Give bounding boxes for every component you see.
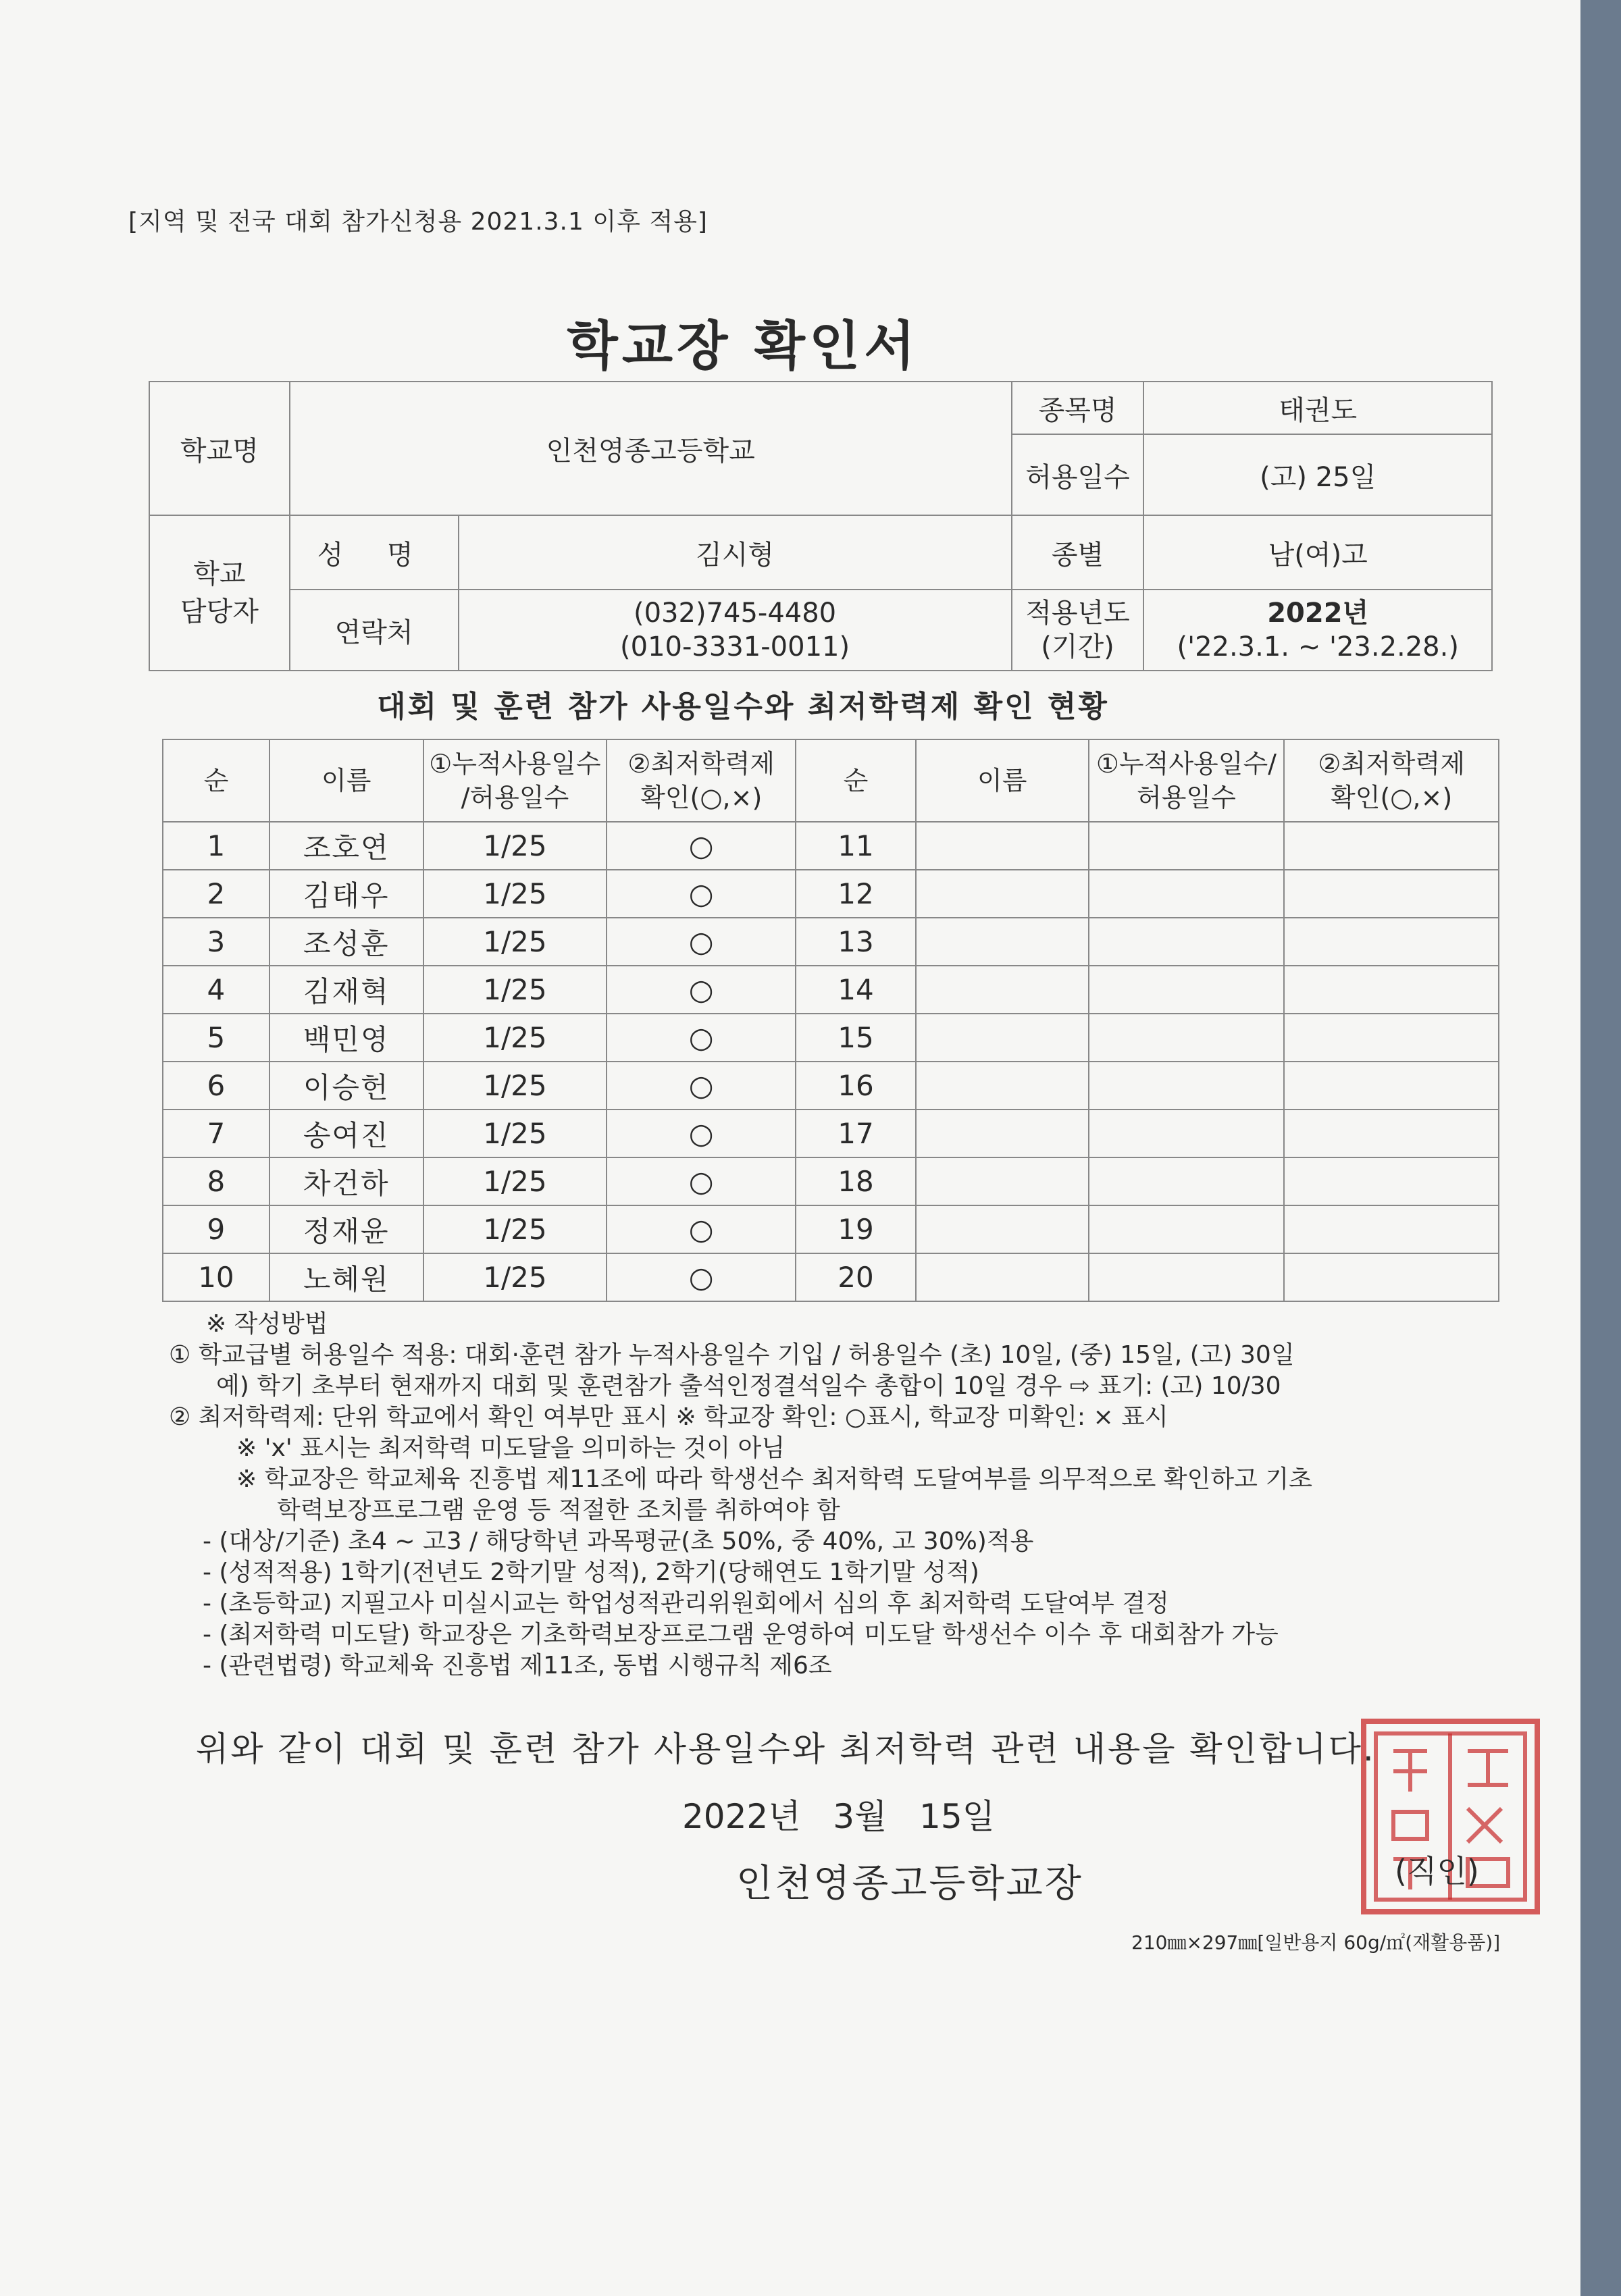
- cell-name: 송여진: [269, 1110, 423, 1157]
- cell-days-right: [1089, 918, 1285, 966]
- cell-days-right: [1089, 966, 1285, 1014]
- cell-no: 7: [163, 1110, 269, 1157]
- cell-no-right: 18: [796, 1157, 916, 1205]
- header-check-line1: ②최저학력제: [627, 749, 775, 779]
- cell-days-right: [1089, 870, 1285, 918]
- header-check-right: [1284, 739, 1499, 822]
- cell-check: ○: [607, 966, 796, 1014]
- days-value: (고) 25일: [1143, 434, 1492, 515]
- note-1-example: 예) 학기 초부터 현재까지 대회 및 훈련참가 출석인정결석일수 총합이 10일 경우 ⇨ 표기: (고) 10/30: [216, 1372, 1281, 1400]
- header-name-right: 이름: [916, 739, 1089, 822]
- header-days-line1: ①누적사용일수: [429, 749, 601, 779]
- header-no-right: 순: [796, 739, 916, 822]
- cell-days: 1/25: [423, 1110, 607, 1157]
- cell-no: 9: [163, 1205, 269, 1253]
- cell-days: 1/25: [423, 1014, 607, 1062]
- notes-heading: ※ 작성방법: [206, 1310, 328, 1338]
- cell-no-right: 13: [796, 918, 916, 966]
- year-label-2: (기간): [1041, 631, 1114, 662]
- year-value-2: ('22.3.1. ~ '23.2.28.): [1177, 631, 1459, 662]
- cell-name-right: [916, 966, 1089, 1014]
- table-row: [163, 1110, 1499, 1157]
- cell-check: ○: [607, 822, 796, 870]
- cell-check: ○: [607, 918, 796, 966]
- cell-no: 1: [163, 822, 269, 870]
- year-value: [1143, 590, 1492, 671]
- cell-days: 1/25: [423, 1253, 607, 1301]
- cell-no-right: 14: [796, 966, 916, 1014]
- table-row: [163, 822, 1499, 870]
- roster-table: [162, 739, 1499, 1302]
- days-label: 허용일수: [1012, 434, 1144, 515]
- cell-name: 김재혁: [269, 966, 423, 1014]
- issue-date: 2022년 3월 15일: [682, 1797, 995, 1836]
- year-value-1: 2022년: [1267, 598, 1369, 629]
- table-row: [163, 870, 1499, 918]
- cell-days: 1/25: [423, 966, 607, 1014]
- contact-phone-1: (032)745-4480: [633, 598, 837, 629]
- contact-phone-2: (010-3331-0011): [620, 631, 850, 662]
- header-name: 이름: [269, 739, 423, 822]
- gender-value: 남(여)고: [1143, 515, 1492, 590]
- cell-no-right: 15: [796, 1014, 916, 1062]
- cell-name-right: [916, 1205, 1089, 1253]
- header-days-right-line2: 허용일수: [1136, 783, 1236, 812]
- header-days-right: [1089, 739, 1285, 822]
- cell-name: 조호연: [269, 822, 423, 870]
- name-label: 성 명: [290, 515, 459, 590]
- cell-days: 1/25: [423, 870, 607, 918]
- table-row: [163, 1205, 1499, 1253]
- note-2: ② 최저학력제: 단위 학교에서 확인 여부만 표시 ※ 학교장 확인: ○표시, 학교장 미확인: × 표시: [169, 1403, 1168, 1431]
- name-value: 김시형: [459, 515, 1012, 590]
- cell-no-right: 11: [796, 822, 916, 870]
- cell-no: 5: [163, 1014, 269, 1062]
- cell-days-right: [1089, 1014, 1285, 1062]
- note-dash-5: - (관련법령) 학교체육 진흥법 제11조, 동법 시행규칙 제6조: [203, 1652, 832, 1679]
- cell-days: 1/25: [423, 918, 607, 966]
- cell-days-right: [1089, 1157, 1285, 1205]
- cell-check: ○: [607, 1110, 796, 1157]
- cell-check-right: [1284, 1110, 1499, 1157]
- cell-no-right: 17: [796, 1110, 916, 1157]
- closing-statement: 위와 같이 대회 및 훈련 참가 사용일수와 최저학력 관련 내용을 확인합니다.: [196, 1729, 1376, 1769]
- header-check-line2: 확인(○,×): [640, 783, 763, 812]
- header-no: 순: [163, 739, 269, 822]
- note-3: ※ 'x' 표시는 최저학력 미도달을 의미하는 것이 아님: [236, 1434, 786, 1462]
- cell-check-right: [1284, 870, 1499, 918]
- cell-check: ○: [607, 1253, 796, 1301]
- cell-days-right: [1089, 1110, 1285, 1157]
- cell-name-right: [916, 1110, 1089, 1157]
- cell-no: 2: [163, 870, 269, 918]
- cell-no-right: 12: [796, 870, 916, 918]
- cell-name-right: [916, 1014, 1089, 1062]
- note-dash-1: - (대상/기준) 초4 ~ 고3 / 해당학년 과목평균(초 50%, 중 40%, 고 30%)적용: [203, 1528, 1034, 1555]
- cell-name: 김태우: [269, 870, 423, 918]
- cell-check-right: [1284, 1062, 1499, 1110]
- contact-label: 연락처: [290, 590, 459, 671]
- section-title: 대회 및 훈련 참가 사용일수와 최저학력제 확인 현황: [377, 689, 1109, 724]
- cell-days-right: [1089, 822, 1285, 870]
- cell-no: 10: [163, 1253, 269, 1301]
- cell-name: 백민영: [269, 1014, 423, 1062]
- cell-days-right: [1089, 1253, 1285, 1301]
- table-row: [163, 1062, 1499, 1110]
- year-label-1: 적용년도: [1025, 598, 1130, 629]
- manager-label: [149, 515, 290, 671]
- manager-label-text: 학교 담당자: [180, 558, 259, 627]
- seal-note: (직인): [1395, 1853, 1479, 1889]
- cell-check: ○: [607, 1014, 796, 1062]
- cell-days: 1/25: [423, 1157, 607, 1205]
- cell-days: 1/25: [423, 822, 607, 870]
- cell-check-right: [1284, 1205, 1499, 1253]
- cell-no-right: 16: [796, 1062, 916, 1110]
- cell-check: ○: [607, 1062, 796, 1110]
- header-check: [607, 739, 796, 822]
- cell-check: ○: [607, 1205, 796, 1253]
- cell-no-right: 20: [796, 1253, 916, 1301]
- cell-name-right: [916, 918, 1089, 966]
- header-days: [423, 739, 607, 822]
- note-dash-2: - (성적적용) 1학기(전년도 2학기말 성적), 2학기(당해연도 1학기말 성적): [203, 1559, 979, 1586]
- cell-name: 정재윤: [269, 1205, 423, 1253]
- year-label: [1012, 590, 1144, 671]
- table-row: [163, 918, 1499, 966]
- cell-days: 1/25: [423, 1205, 607, 1253]
- cell-name: 차건하: [269, 1157, 423, 1205]
- header-check-right-line1: ②최저학력제: [1318, 749, 1465, 779]
- table-row: [163, 966, 1499, 1014]
- cell-name: 조성훈: [269, 918, 423, 966]
- cell-name-right: [916, 1253, 1089, 1301]
- cell-name: 이승헌: [269, 1062, 423, 1110]
- cell-check-right: [1284, 918, 1499, 966]
- principal-name: 인천영종고등학교장: [736, 1862, 1083, 1906]
- cell-no: 4: [163, 966, 269, 1014]
- table-row: [163, 1253, 1499, 1301]
- info-table: [149, 381, 1493, 671]
- cell-name-right: [916, 822, 1089, 870]
- cell-no: 3: [163, 918, 269, 966]
- school-value: 인천영종고등학교: [290, 382, 1012, 515]
- cell-check-right: [1284, 966, 1499, 1014]
- cell-check-right: [1284, 1157, 1499, 1205]
- cell-check-right: [1284, 1014, 1499, 1062]
- cell-days-right: [1089, 1205, 1285, 1253]
- event-label: 종목명: [1012, 382, 1144, 434]
- notes-section: [169, 1309, 1520, 1681]
- cell-name-right: [916, 870, 1089, 918]
- cell-check-right: [1284, 822, 1499, 870]
- table-row: [163, 1157, 1499, 1205]
- cell-check: ○: [607, 1157, 796, 1205]
- cell-name: 노혜원: [269, 1253, 423, 1301]
- note-1: ① 학교급별 허용일수 적용: 대회·훈련 참가 누적사용일수 기입 / 허용일수 (초) 10일, (중) 15일, (고) 30일: [169, 1341, 1295, 1369]
- cell-check: ○: [607, 870, 796, 918]
- header-note: [지역 및 전국 대회 참가신청용 2021.3.1 이후 적용]: [128, 208, 708, 236]
- cell-no: 6: [163, 1062, 269, 1110]
- event-value: 태권도: [1143, 382, 1492, 434]
- cell-no: 8: [163, 1157, 269, 1205]
- table-row: [163, 1014, 1499, 1062]
- cell-no-right: 19: [796, 1205, 916, 1253]
- header-check-right-line2: 확인(○,×): [1331, 783, 1453, 812]
- note-4-cont: 학력보장프로그램 운영 등 적절한 조치를 취하여야 함: [277, 1496, 840, 1524]
- cell-name-right: [916, 1062, 1089, 1110]
- header-days-right-line1: ①누적사용일수/: [1096, 749, 1277, 779]
- paper-size-note: 210㎜×297㎜[일반용지 60g/㎡(재활용품)]: [1131, 1931, 1501, 1954]
- header-days-line2: /허용일수: [461, 783, 569, 812]
- document-title: 학교장 확인서: [567, 316, 919, 377]
- gender-label: 종별: [1012, 515, 1144, 590]
- cell-days-right: [1089, 1062, 1285, 1110]
- note-dash-3: - (초등학교) 지필고사 미실시교는 학업성적관리위원회에서 심의 후 최저학력 도달여부 결정: [203, 1590, 1169, 1617]
- roster-body: [163, 822, 1499, 1301]
- cell-name-right: [916, 1157, 1089, 1205]
- note-dash-4: - (최저학력 미도달) 학교장은 기초학력보장프로그램 운영하여 미도달 학생선수 이수 후 대회참가 가능: [203, 1621, 1279, 1648]
- contact-value: [459, 590, 1012, 671]
- school-label: 학교명: [149, 382, 290, 515]
- note-4: ※ 학교장은 학교체육 진흥법 제11조에 따라 학생선수 최저학력 도달여부를 의무적으로 확인하고 기초: [236, 1465, 1312, 1493]
- cell-days: 1/25: [423, 1062, 607, 1110]
- cell-check-right: [1284, 1253, 1499, 1301]
